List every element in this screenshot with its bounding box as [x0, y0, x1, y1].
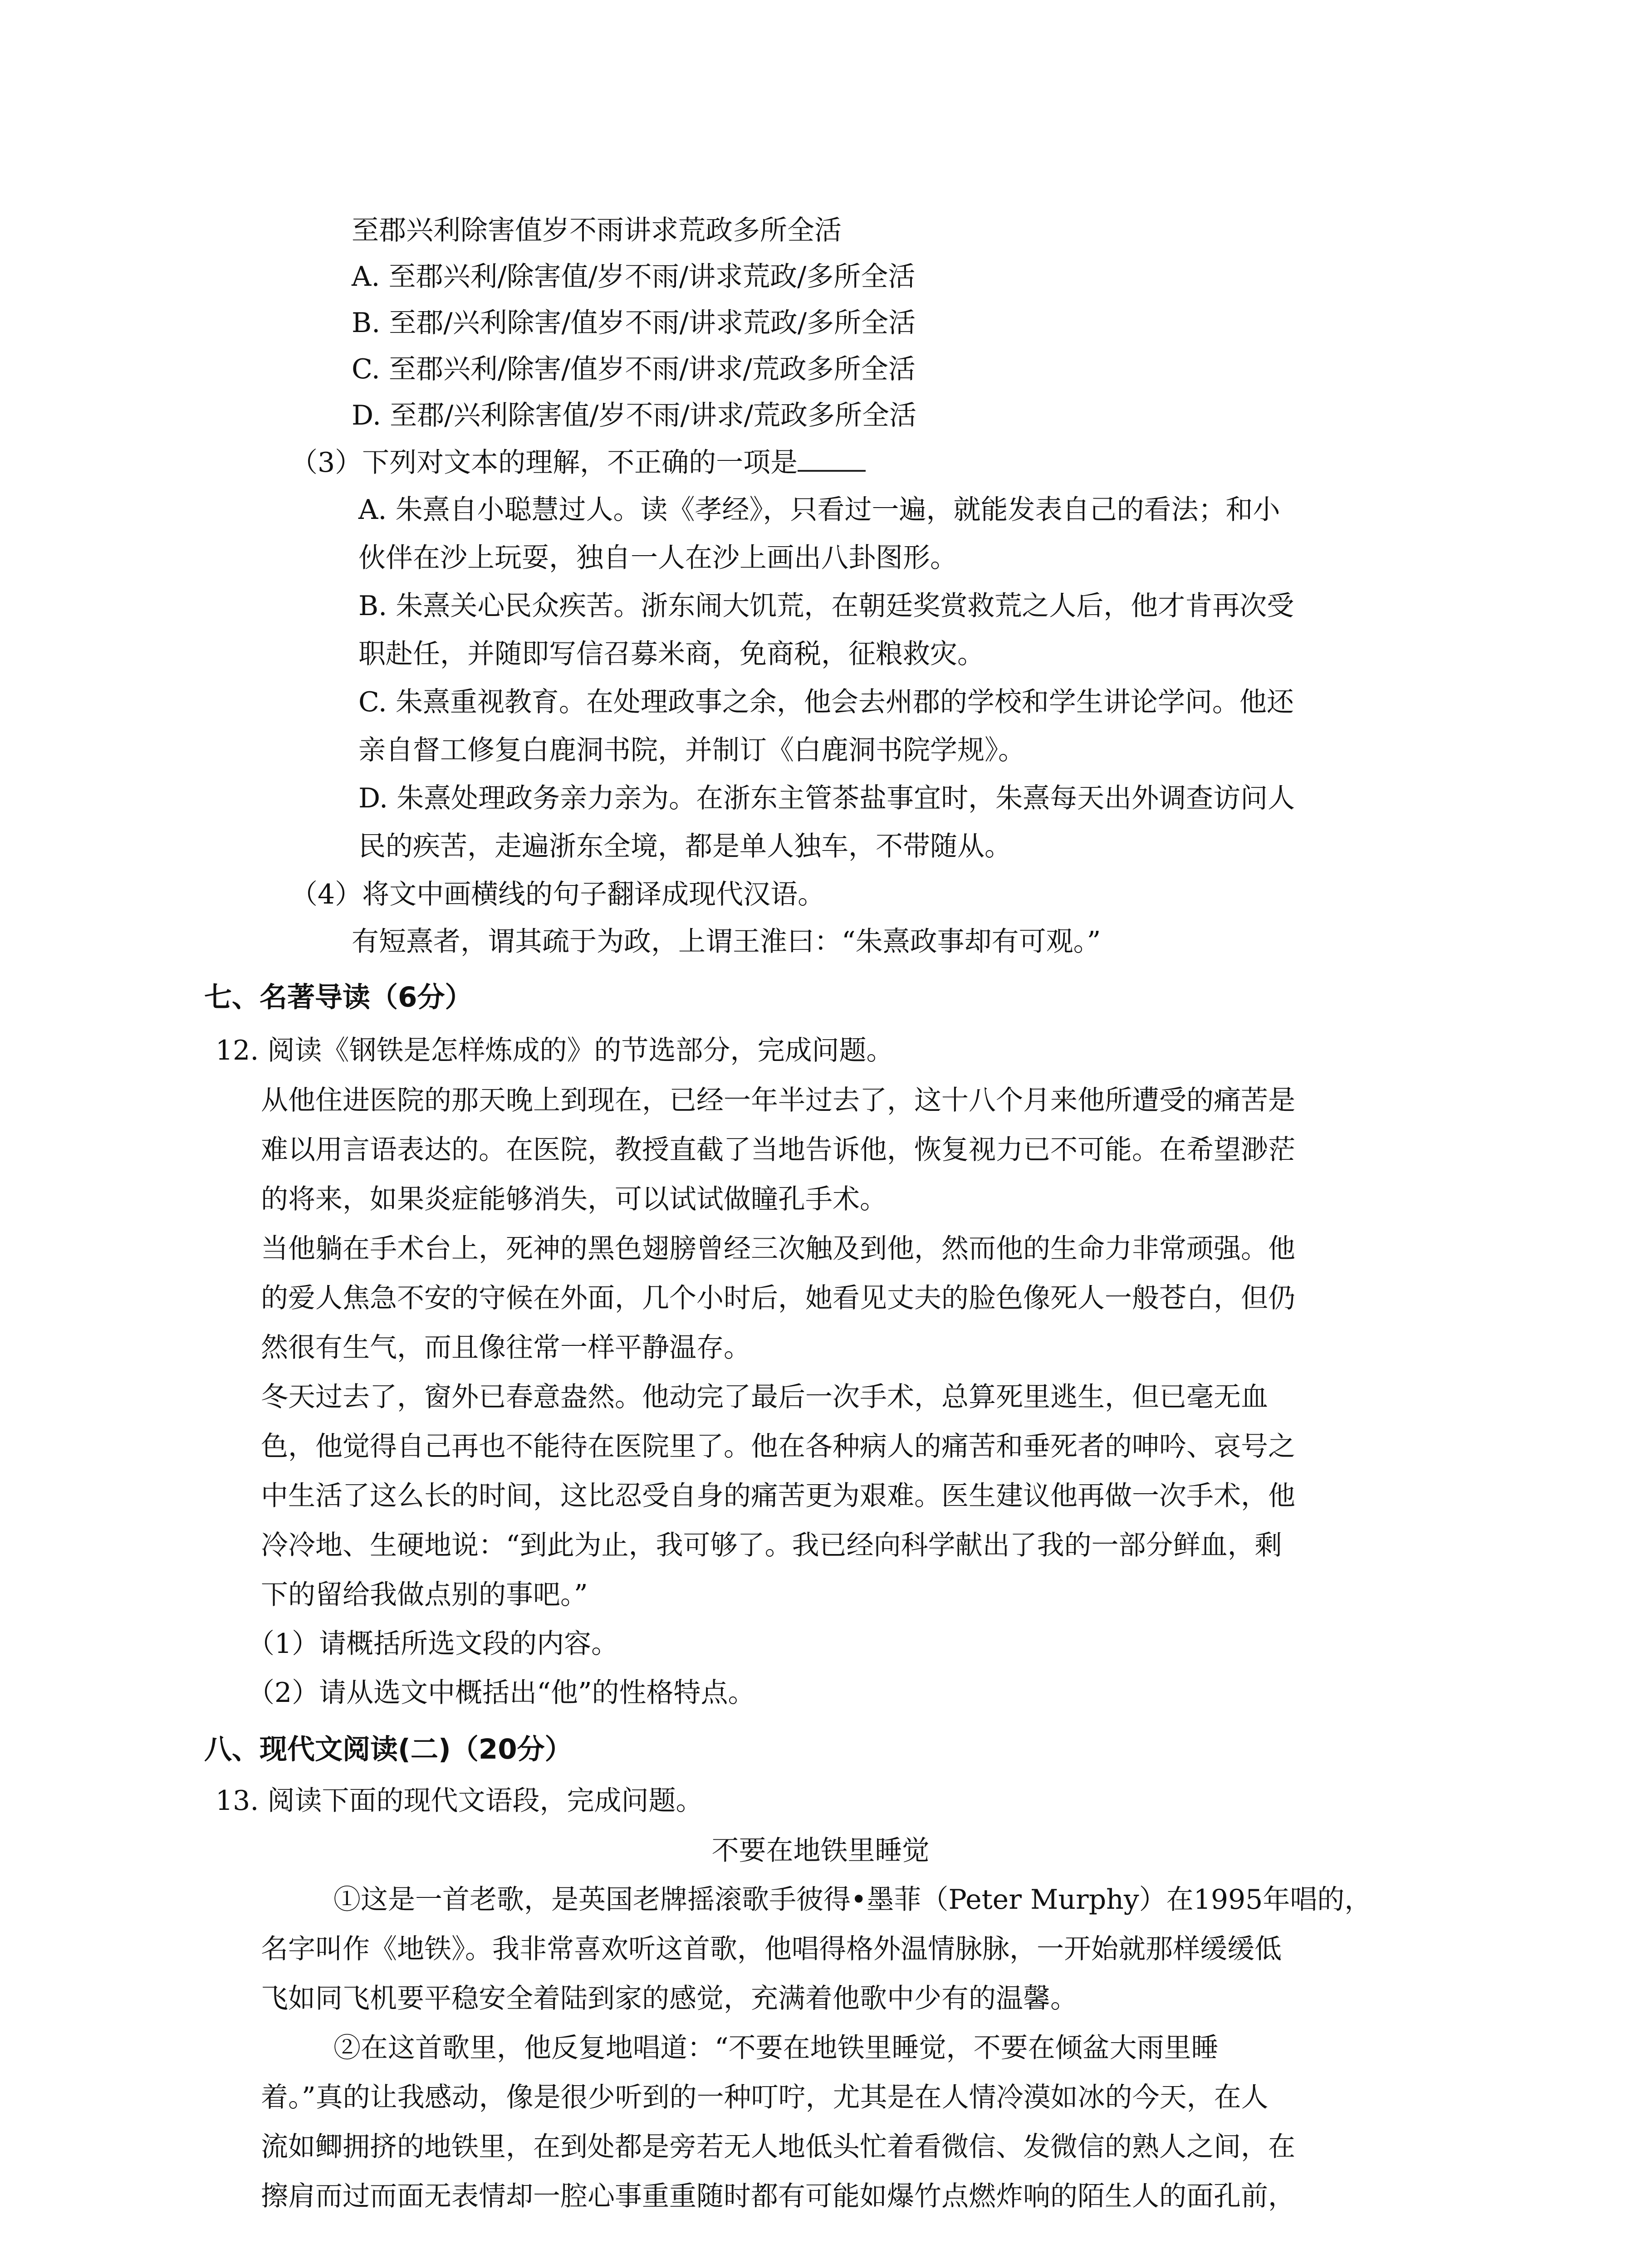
sub3-line: B. 朱熹关心民众疾苦。浙东闹大饥荒，在朝廷奖赏救荒之人后，他才肯再次受	[358, 590, 1294, 622]
answer-blank	[798, 448, 866, 472]
sub3-line: 职赴任，并随即写信召募米商，免商税，征粮救灾。	[358, 638, 985, 670]
option-c: C. 至郡兴利/除害/值岁不雨/讲求/荒政多所全活	[352, 353, 916, 385]
sub3-line: 民的疾苦，走遍浙东全境，都是单人独车，不带随从。	[358, 831, 1012, 862]
translation-sentence: 有短熹者，谓其疏于为政，上谓王淮曰：“朱熹政事却有可观。”	[352, 926, 1101, 958]
sub3-line: D. 朱熹处理政务亲力亲为。在浙东主管茶盐事宜时，朱熹每天出外调查访问人	[358, 782, 1295, 814]
original-sentence: 至郡兴利除害值岁不雨讲求荒政多所全活	[352, 215, 842, 246]
passage-line: 然很有生气，而且像往常一样平静温存。	[261, 1332, 751, 1364]
question-12-intro: 12. 阅读《钢铁是怎样炼成的》的节选部分，完成问题。	[216, 1035, 894, 1066]
article-title: 不要在地铁里睡觉	[711, 1835, 930, 1867]
passage-line: 的将来，如果炎症能够消失，可以试试做瞳孔手术。	[261, 1183, 887, 1215]
passage-line: 冬天过去了，窗外已春意盎然。他动完了最后一次手术，总算死里逃生，但已毫无血	[261, 1381, 1268, 1413]
sub3-line: 伙伴在沙上玩耍，独自一人在沙上画出八卦图形。	[358, 542, 957, 574]
option-a: A. 至郡兴利/除害值/岁不雨/讲求荒政/多所全活	[352, 261, 916, 293]
paragraph-line: 飞如同飞机要平稳安全着陆到家的感觉，充满着他歌中少有的温馨。	[261, 1983, 1078, 2014]
sub-question-4-stem: （4）将文中画横线的句子翻译成现代汉语。	[290, 879, 825, 910]
option-b: B. 至郡/兴利除害/值岁不雨/讲求荒政/多所全活	[352, 307, 916, 339]
passage-line: 从他住进医院的那天晚上到现在，已经一年半过去了，这十八个月来他所遭受的痛苦是	[261, 1085, 1295, 1116]
sub-question-3	[290, 447, 866, 479]
paragraph-line: 着。”真的让我感动，像是很少听到的一种叮咛，尤其是在人情冷漠如冰的今天，在人	[261, 2082, 1269, 2113]
section-8-heading: 八、现代文阅读(二)（20分）	[204, 1733, 573, 1765]
option-d: D. 至郡/兴利除害值/岁不雨/讲求/荒政多所全活	[352, 400, 916, 431]
passage-line: 的爱人焦急不安的守候在外面，几个小时后，她看见丈夫的脸色像死人一般苍白，但仍	[261, 1282, 1295, 1314]
passage-line: 当他躺在手术台上，死神的黑色翅膀曾经三次触及到他，然而他的生命力非常顽强。他	[261, 1233, 1295, 1265]
passage-line: 中生活了这么长的时间，这比忍受自身的痛苦更为艰难。医生建议他再做一次手术，他	[261, 1480, 1295, 1512]
sub3-line: A. 朱熹自小聪慧过人。读《孝经》，只看过一遍，就能发表自己的看法；和小	[358, 494, 1280, 526]
paragraph-line: ①这是一首老歌，是英国老牌摇滚歌手彼得•墨菲（Peter Murphy）在1995年唱的，	[333, 1884, 1372, 1916]
passage-line: 色，他觉得自己再也不能待在医院里了。他在各种病人的痛苦和垂死者的呻吟、哀号之	[261, 1431, 1295, 1462]
paragraph-line: ②在这首歌里，他反复地唱道：“不要在地铁里睡觉，不要在倾盆大雨里睡	[333, 2032, 1219, 2064]
sub3-line: C. 朱熹重视教育。在处理政事之余，他会去州郡的学校和学生讲论学问。他还	[358, 686, 1294, 718]
section-7-heading: 七、名著导读（6分）	[204, 981, 473, 1013]
passage-line: 冷冷地、生硬地说：“到此为止，我可够了。我已经向科学献出了我的一部分鲜血，剩	[261, 1530, 1282, 1561]
passage-line: 下的留给我做点别的事吧。”	[261, 1579, 588, 1611]
paragraph-line: 擦肩而过而面无表情却一腔心事重重随时都有可能如爆竹点燃炸响的陌生人的面孔前，	[261, 2180, 1295, 2212]
paragraph-line: 名字叫作《地铁》。我非常喜欢听这首歌，他唱得格外温情脉脉，一开始就那样缓缓低	[261, 1933, 1282, 1965]
question-13-intro: 13. 阅读下面的现代文语段，完成问题。	[216, 1785, 703, 1817]
sub-question: （1）请概括所选文段的内容。	[247, 1628, 619, 1660]
paragraph-line: 流如鲫拥挤的地铁里，在到处都是旁若无人地低头忙着看微信、发微信的熟人之间，在	[261, 2131, 1295, 2163]
passage-line: 难以用言语表达的。在医院，教授直截了当地告诉他，恢复视力已不可能。在希望渺茫	[261, 1134, 1295, 1166]
sub3-line: 亲自督工修复白鹿洞书院，并制订《白鹿洞书院学规》。	[358, 734, 1025, 766]
sub-question: （2）请从选文中概括出“他”的性格特点。	[247, 1677, 755, 1709]
sub-question-3-stem: （3）下列对文本的理解，不正确的一项是	[290, 447, 798, 479]
